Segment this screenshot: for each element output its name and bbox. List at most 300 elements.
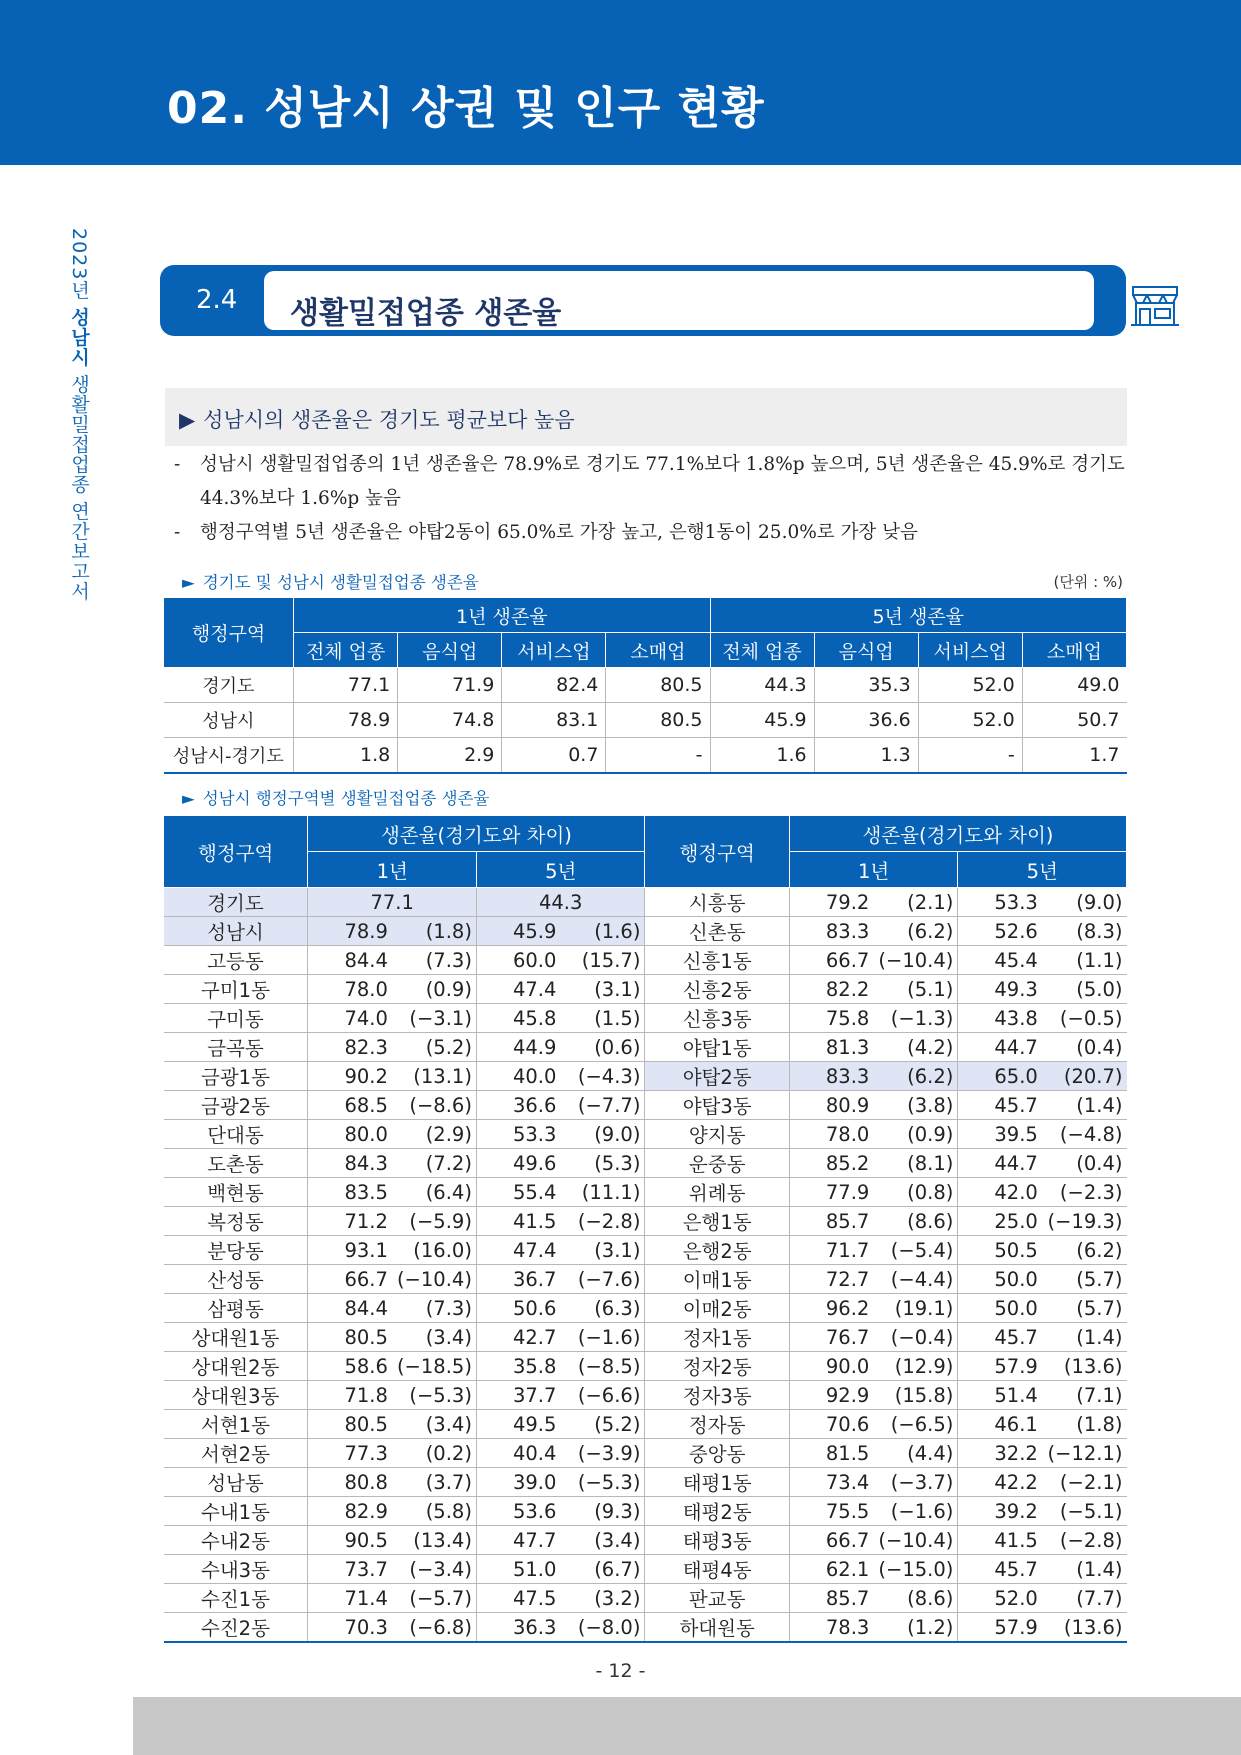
five-year-header: 5년	[476, 852, 645, 888]
five-year-diff: (−5.1)	[1042, 1497, 1126, 1526]
one-year-value: 80.0	[308, 1120, 392, 1149]
table-row	[164, 1497, 1127, 1526]
five-year-diff: (11.1)	[561, 1178, 645, 1207]
one-year-diff: (2.1)	[874, 888, 958, 917]
one-year-value: 78.0	[789, 1120, 873, 1149]
five-year-value: 51.0	[476, 1555, 560, 1584]
table-row	[164, 888, 1127, 917]
one-year-diff: (−18.5)	[392, 1352, 476, 1381]
region-name: 성남동	[164, 1468, 308, 1497]
one-year-value: 77.3	[308, 1439, 392, 1468]
summary-bullets	[172, 448, 1127, 550]
region-name: 분당동	[164, 1236, 308, 1265]
value-cell: 2.9	[398, 738, 502, 773]
five-year-value: 45.9	[476, 917, 560, 946]
one-year-value: 80.8	[308, 1468, 392, 1497]
sub-header: 음식업	[398, 633, 502, 668]
table-row	[164, 1294, 1127, 1323]
region-name: 야탑2동	[645, 1062, 789, 1091]
one-year-diff: (3.7)	[392, 1468, 476, 1497]
one-year-value: 81.5	[789, 1439, 873, 1468]
sub-header: 소매업	[606, 633, 710, 668]
five-year-value: 53.6	[476, 1497, 560, 1526]
five-year-diff: (7.1)	[1042, 1381, 1126, 1410]
table-row	[164, 1265, 1127, 1294]
one-year-diff: (−5.4)	[874, 1236, 958, 1265]
five-year-diff: (5.2)	[561, 1410, 645, 1439]
five-year-value: 57.9	[958, 1352, 1042, 1381]
section-number: 2.4	[196, 285, 238, 315]
five-year-value: 57.9	[958, 1613, 1042, 1643]
triangle-icon: ▶	[179, 408, 196, 432]
five-year-value: 51.4	[958, 1381, 1042, 1410]
five-year-value: 53.3	[476, 1120, 560, 1149]
five-year-diff: (3.4)	[561, 1526, 645, 1555]
sub-header: 전체 업종	[294, 633, 398, 668]
value-cell: 83.1	[502, 703, 606, 738]
one-year-diff: (−3.7)	[874, 1468, 958, 1497]
value-cell: 50.7	[1022, 703, 1126, 738]
region-name: 은행1동	[645, 1207, 789, 1236]
table-row	[164, 1236, 1127, 1265]
one-year-diff: (−10.4)	[874, 1526, 958, 1555]
value-cell: 52.0	[918, 703, 1022, 738]
five-year-value: 25.0	[958, 1207, 1042, 1236]
survival-group-header: 생존율(경기도와 차이)	[789, 816, 1126, 852]
one-year-diff: (−3.4)	[392, 1555, 476, 1584]
five-year-diff: (−2.1)	[1042, 1468, 1126, 1497]
five-year-value: 36.3	[476, 1613, 560, 1643]
value-cell: 1.7	[1022, 738, 1126, 773]
five-year-value: 42.7	[476, 1323, 560, 1352]
five-year-value: 49.5	[476, 1410, 560, 1439]
one-year-value: 80.9	[789, 1091, 873, 1120]
table-row	[164, 1120, 1127, 1149]
five-year-diff: (−2.8)	[1042, 1526, 1126, 1555]
region-name: 위례동	[645, 1178, 789, 1207]
table-row	[164, 1149, 1127, 1178]
five-year-value: 50.5	[958, 1236, 1042, 1265]
one-year-value: 77.9	[789, 1178, 873, 1207]
five-year-diff: (−2.8)	[561, 1207, 645, 1236]
one-year-value: 78.3	[789, 1613, 873, 1643]
one-year-value: 85.7	[789, 1584, 873, 1613]
one-year-diff: (7.3)	[392, 946, 476, 975]
five-year-diff: (1.8)	[1042, 1410, 1126, 1439]
five-year-diff: (1.4)	[1042, 1555, 1126, 1584]
region-name: 상대원1동	[164, 1323, 308, 1352]
one-year-diff: (6.2)	[874, 1062, 958, 1091]
region-name: 성남시-경기도	[164, 738, 294, 773]
one-year-value: 58.6	[308, 1352, 392, 1381]
region-name: 상대원3동	[164, 1381, 308, 1410]
value-cell: 80.5	[606, 703, 710, 738]
five-year-diff: (7.7)	[1042, 1584, 1126, 1613]
one-year-value: 74.0	[308, 1004, 392, 1033]
one-year-diff: (−0.4)	[874, 1323, 958, 1352]
region-name: 정자2동	[645, 1352, 789, 1381]
region-name: 복정동	[164, 1207, 308, 1236]
value-cell: -	[606, 738, 710, 773]
table-row	[164, 1091, 1127, 1120]
one-year-diff: (4.4)	[874, 1439, 958, 1468]
one-year-value: 76.7	[789, 1323, 873, 1352]
five-year-value: 42.2	[958, 1468, 1042, 1497]
five-year-diff: (5.0)	[1042, 975, 1126, 1004]
value-cell: 49.0	[1022, 668, 1126, 703]
gyeonggi-seongnam-survival-table	[163, 597, 1127, 774]
five-year-diff: (1.4)	[1042, 1091, 1126, 1120]
value-cell: 1.6	[710, 738, 814, 773]
table-row	[164, 1178, 1127, 1207]
value-cell: 78.9	[294, 703, 398, 738]
section-title: 생활밀접업종 생존율	[290, 296, 562, 331]
one-year-diff: (−3.1)	[392, 1004, 476, 1033]
region-name: 신흥1동	[645, 946, 789, 975]
one-year-diff: (13.1)	[392, 1062, 476, 1091]
one-year-diff: (3.4)	[392, 1323, 476, 1352]
table-row	[164, 917, 1127, 946]
table-row	[164, 975, 1127, 1004]
region-name: 수내3동	[164, 1555, 308, 1584]
table-row	[164, 1584, 1127, 1613]
five-year-value: 60.0	[476, 946, 560, 975]
one-year-value: 71.4	[308, 1584, 392, 1613]
value-cell: 45.9	[710, 703, 814, 738]
five-year-value: 42.0	[958, 1178, 1042, 1207]
one-year-diff: (−10.4)	[392, 1265, 476, 1294]
table-row	[164, 1381, 1127, 1410]
five-year-diff: (5.7)	[1042, 1265, 1126, 1294]
bullet-item: - 성남시 생활밀접업종의 1년 생존율은 78.9%로 경기도 77.1%보다 1.8%p 높으며, 5년 생존율은 45.9%로 경기도 44.3%보다 1.6%p 높음	[172, 448, 1127, 516]
value-cell: 74.8	[398, 703, 502, 738]
table-row	[164, 668, 1127, 703]
five-year-value: 45.8	[476, 1004, 560, 1033]
side-label-city: 성남시	[68, 307, 90, 368]
one-year-diff: (−5.3)	[392, 1381, 476, 1410]
five-year-diff: (1.6)	[561, 917, 645, 946]
value-cell: 44.3	[710, 668, 814, 703]
side-report-label	[66, 228, 93, 602]
region-name: 태평2동	[645, 1497, 789, 1526]
five-year-diff: (6.7)	[561, 1555, 645, 1584]
five-year-diff: (−1.6)	[561, 1323, 645, 1352]
region-name: 삼평동	[164, 1294, 308, 1323]
region-name: 백현동	[164, 1178, 308, 1207]
region-name: 신흥2동	[645, 975, 789, 1004]
five-year-diff: (−7.7)	[561, 1091, 645, 1120]
region-name: 수내2동	[164, 1526, 308, 1555]
one-year-diff: (8.6)	[874, 1584, 958, 1613]
sub-header: 음식업	[814, 633, 918, 668]
table-row	[164, 1207, 1127, 1236]
one-year-value: 82.2	[789, 975, 873, 1004]
five-year-value: 47.4	[476, 975, 560, 1004]
one-year-diff: (0.9)	[392, 975, 476, 1004]
one-year-value: 84.3	[308, 1149, 392, 1178]
top-banner	[0, 0, 1241, 165]
region-name: 금광1동	[164, 1062, 308, 1091]
five-year-value: 36.7	[476, 1265, 560, 1294]
five-year-diff: (−8.5)	[561, 1352, 645, 1381]
one-year-value: 77.1	[308, 888, 477, 917]
one-year-value: 73.4	[789, 1468, 873, 1497]
value-cell: 77.1	[294, 668, 398, 703]
region-header: 행정구역	[645, 816, 789, 888]
region-name: 신흥3동	[645, 1004, 789, 1033]
region-name: 구미동	[164, 1004, 308, 1033]
five-year-value: 45.7	[958, 1555, 1042, 1584]
one-year-value: 78.0	[308, 975, 392, 1004]
one-year-diff: (−5.7)	[392, 1584, 476, 1613]
one-year-value: 62.1	[789, 1555, 873, 1584]
table-row	[164, 1555, 1127, 1584]
table-row	[164, 1439, 1127, 1468]
region-name: 경기도	[164, 668, 294, 703]
one-year-diff: (3.4)	[392, 1410, 476, 1439]
region-name: 수진2동	[164, 1613, 308, 1643]
region-name: 서현2동	[164, 1439, 308, 1468]
page-number: - 12 -	[595, 1660, 646, 1682]
one-year-diff: (7.2)	[392, 1149, 476, 1178]
five-year-value: 37.7	[476, 1381, 560, 1410]
region-name: 도촌동	[164, 1149, 308, 1178]
five-year-diff: (1.4)	[1042, 1323, 1126, 1352]
five-year-value: 39.0	[476, 1468, 560, 1497]
region-name: 이매1동	[645, 1265, 789, 1294]
one-year-value: 66.7	[789, 1526, 873, 1555]
one-year-value: 68.5	[308, 1091, 392, 1120]
five-year-value: 52.0	[958, 1584, 1042, 1613]
five-year-value: 32.2	[958, 1439, 1042, 1468]
region-name: 성남시	[164, 917, 308, 946]
one-year-value: 80.5	[308, 1410, 392, 1439]
one-year-diff: (−10.4)	[874, 946, 958, 975]
five-year-value: 45.7	[958, 1323, 1042, 1352]
five-year-header: 5년 생존율	[710, 598, 1127, 633]
one-year-diff: (−5.9)	[392, 1207, 476, 1236]
region-name: 금곡동	[164, 1033, 308, 1062]
one-year-header: 1년	[789, 852, 958, 888]
value-cell: 36.6	[814, 703, 918, 738]
one-year-value: 83.3	[789, 1062, 873, 1091]
region-name: 시흥동	[645, 888, 789, 917]
region-name: 금광2동	[164, 1091, 308, 1120]
five-year-value: 40.4	[476, 1439, 560, 1468]
five-year-value: 40.0	[476, 1062, 560, 1091]
one-year-value: 70.6	[789, 1410, 873, 1439]
five-year-diff: (−7.6)	[561, 1265, 645, 1294]
side-label-year: 2023년	[68, 228, 90, 301]
region-name: 서현1동	[164, 1410, 308, 1439]
one-year-value: 84.4	[308, 1294, 392, 1323]
region-name: 신촌동	[645, 917, 789, 946]
five-year-value: 47.4	[476, 1236, 560, 1265]
one-year-diff: (2.9)	[392, 1120, 476, 1149]
region-name: 야탑1동	[645, 1033, 789, 1062]
one-year-diff: (−6.8)	[392, 1613, 476, 1643]
one-year-diff: (1.8)	[392, 917, 476, 946]
five-year-value: 53.3	[958, 888, 1042, 917]
region-name: 경기도	[164, 888, 308, 917]
five-year-value: 41.5	[476, 1207, 560, 1236]
one-year-diff: (−1.3)	[874, 1004, 958, 1033]
five-year-diff: (0.4)	[1042, 1149, 1126, 1178]
table-row	[164, 738, 1127, 773]
five-year-diff: (3.1)	[561, 975, 645, 1004]
region-name: 중앙동	[645, 1439, 789, 1468]
table1-caption-text: 경기도 및 성남시 생활밀접업종 생존율	[202, 573, 479, 592]
sub-header: 전체 업종	[710, 633, 814, 668]
district-survival-table	[163, 815, 1127, 1643]
region-name: 정자1동	[645, 1323, 789, 1352]
five-year-value: 39.2	[958, 1497, 1042, 1526]
region-name: 태평1동	[645, 1468, 789, 1497]
one-year-value: 66.7	[308, 1265, 392, 1294]
one-year-value: 93.1	[308, 1236, 392, 1265]
five-year-diff: (13.6)	[1042, 1613, 1126, 1643]
region-name: 성남시	[164, 703, 294, 738]
five-year-value: 39.5	[958, 1120, 1042, 1149]
value-cell: 80.5	[606, 668, 710, 703]
region-name: 이매2동	[645, 1294, 789, 1323]
arrow-icon: ►	[182, 789, 195, 808]
five-year-diff: (9.3)	[561, 1497, 645, 1526]
five-year-diff: (1.1)	[1042, 946, 1126, 975]
five-year-diff: (3.1)	[561, 1236, 645, 1265]
five-year-diff: (15.7)	[561, 946, 645, 975]
five-year-value: 65.0	[958, 1062, 1042, 1091]
one-year-diff: (−6.5)	[874, 1410, 958, 1439]
value-cell: 82.4	[502, 668, 606, 703]
one-year-diff: (7.3)	[392, 1294, 476, 1323]
one-year-value: 71.2	[308, 1207, 392, 1236]
one-year-diff: (12.9)	[874, 1352, 958, 1381]
region-name: 운중동	[645, 1149, 789, 1178]
region-name: 하대원동	[645, 1613, 789, 1643]
one-year-diff: (8.6)	[874, 1207, 958, 1236]
region-name: 태평4동	[645, 1555, 789, 1584]
one-year-value: 75.5	[789, 1497, 873, 1526]
five-year-value: 46.1	[958, 1410, 1042, 1439]
one-year-value: 83.3	[789, 917, 873, 946]
one-year-value: 90.0	[789, 1352, 873, 1381]
arrow-icon: ►	[182, 573, 195, 592]
section-header	[160, 265, 1126, 336]
one-year-diff: (0.8)	[874, 1178, 958, 1207]
value-cell: 52.0	[918, 668, 1022, 703]
region-name: 산성동	[164, 1265, 308, 1294]
five-year-value: 55.4	[476, 1178, 560, 1207]
region-name: 양지동	[645, 1120, 789, 1149]
region-name: 구미1동	[164, 975, 308, 1004]
one-year-value: 82.3	[308, 1033, 392, 1062]
region-header: 행정구역	[164, 598, 294, 668]
table-row	[164, 1033, 1127, 1062]
one-year-diff: (4.2)	[874, 1033, 958, 1062]
table2-caption-text: 성남시 행정구역별 생활밀접업종 생존율	[202, 789, 490, 808]
one-year-diff: (−8.6)	[392, 1091, 476, 1120]
five-year-diff: (−4.3)	[561, 1062, 645, 1091]
one-year-header: 1년	[308, 852, 477, 888]
value-cell: 1.3	[814, 738, 918, 773]
value-cell: -	[918, 738, 1022, 773]
five-year-diff: (6.3)	[561, 1294, 645, 1323]
five-year-diff: (−4.8)	[1042, 1120, 1126, 1149]
five-year-diff: (−2.3)	[1042, 1178, 1126, 1207]
table-row	[164, 703, 1127, 738]
table-row	[164, 1468, 1127, 1497]
table-row	[164, 1352, 1127, 1381]
five-year-diff: (5.7)	[1042, 1294, 1126, 1323]
table-row	[164, 1526, 1127, 1555]
one-year-value: 71.8	[308, 1381, 392, 1410]
five-year-diff: (1.5)	[561, 1004, 645, 1033]
five-year-diff: (−5.3)	[561, 1468, 645, 1497]
region-name: 은행2동	[645, 1236, 789, 1265]
five-year-value: 49.3	[958, 975, 1042, 1004]
region-name: 정자3동	[645, 1381, 789, 1410]
one-year-value: 72.7	[789, 1265, 873, 1294]
sub-header: 서비스업	[502, 633, 606, 668]
region-header: 행정구역	[164, 816, 308, 888]
value-cell: 0.7	[502, 738, 606, 773]
one-year-value: 83.5	[308, 1178, 392, 1207]
one-year-diff: (5.1)	[874, 975, 958, 1004]
region-name: 태평3동	[645, 1526, 789, 1555]
one-year-value: 84.4	[308, 946, 392, 975]
side-label-rest: 생활밀접업종 연간보고서	[68, 374, 90, 602]
one-year-diff: (6.2)	[874, 917, 958, 946]
one-year-value: 71.7	[789, 1236, 873, 1265]
region-name: 단대동	[164, 1120, 308, 1149]
one-year-value: 73.7	[308, 1555, 392, 1584]
five-year-value: 45.4	[958, 946, 1042, 975]
five-year-value: 44.7	[958, 1149, 1042, 1178]
one-year-diff: (6.4)	[392, 1178, 476, 1207]
five-year-value: 50.0	[958, 1265, 1042, 1294]
five-year-value: 35.8	[476, 1352, 560, 1381]
one-year-diff: (16.0)	[392, 1236, 476, 1265]
one-year-value: 82.9	[308, 1497, 392, 1526]
region-name: 수진1동	[164, 1584, 308, 1613]
one-year-value: 79.2	[789, 888, 873, 917]
five-year-value: 52.6	[958, 917, 1042, 946]
one-year-diff: (−15.0)	[874, 1555, 958, 1584]
headline-text: 성남시의 생존율은 경기도 평균보다 높음	[203, 408, 575, 432]
one-year-diff: (8.1)	[874, 1149, 958, 1178]
five-year-diff: (9.0)	[561, 1120, 645, 1149]
five-year-value: 50.0	[958, 1294, 1042, 1323]
one-year-value: 85.2	[789, 1149, 873, 1178]
bullet-item: - 행정구역별 5년 생존율은 야탑2동이 65.0%로 가장 높고, 은행1동이 25.0%로 가장 낮음	[172, 516, 1127, 550]
sub-header: 소매업	[1022, 633, 1126, 668]
one-year-diff: (5.8)	[392, 1497, 476, 1526]
value-cell: 1.8	[294, 738, 398, 773]
one-year-diff: (15.8)	[874, 1381, 958, 1410]
one-year-diff: (13.4)	[392, 1526, 476, 1555]
store-icon	[1129, 283, 1181, 329]
value-cell: 35.3	[814, 668, 918, 703]
table-row	[164, 1323, 1127, 1352]
five-year-diff: (20.7)	[1042, 1062, 1126, 1091]
five-year-value: 44.3	[476, 888, 645, 917]
unit-label: (단위 : %)	[1053, 573, 1123, 591]
five-year-diff: (−0.5)	[1042, 1004, 1126, 1033]
five-year-diff: (8.3)	[1042, 917, 1126, 946]
table1-caption	[182, 569, 479, 593]
region-name: 고등동	[164, 946, 308, 975]
